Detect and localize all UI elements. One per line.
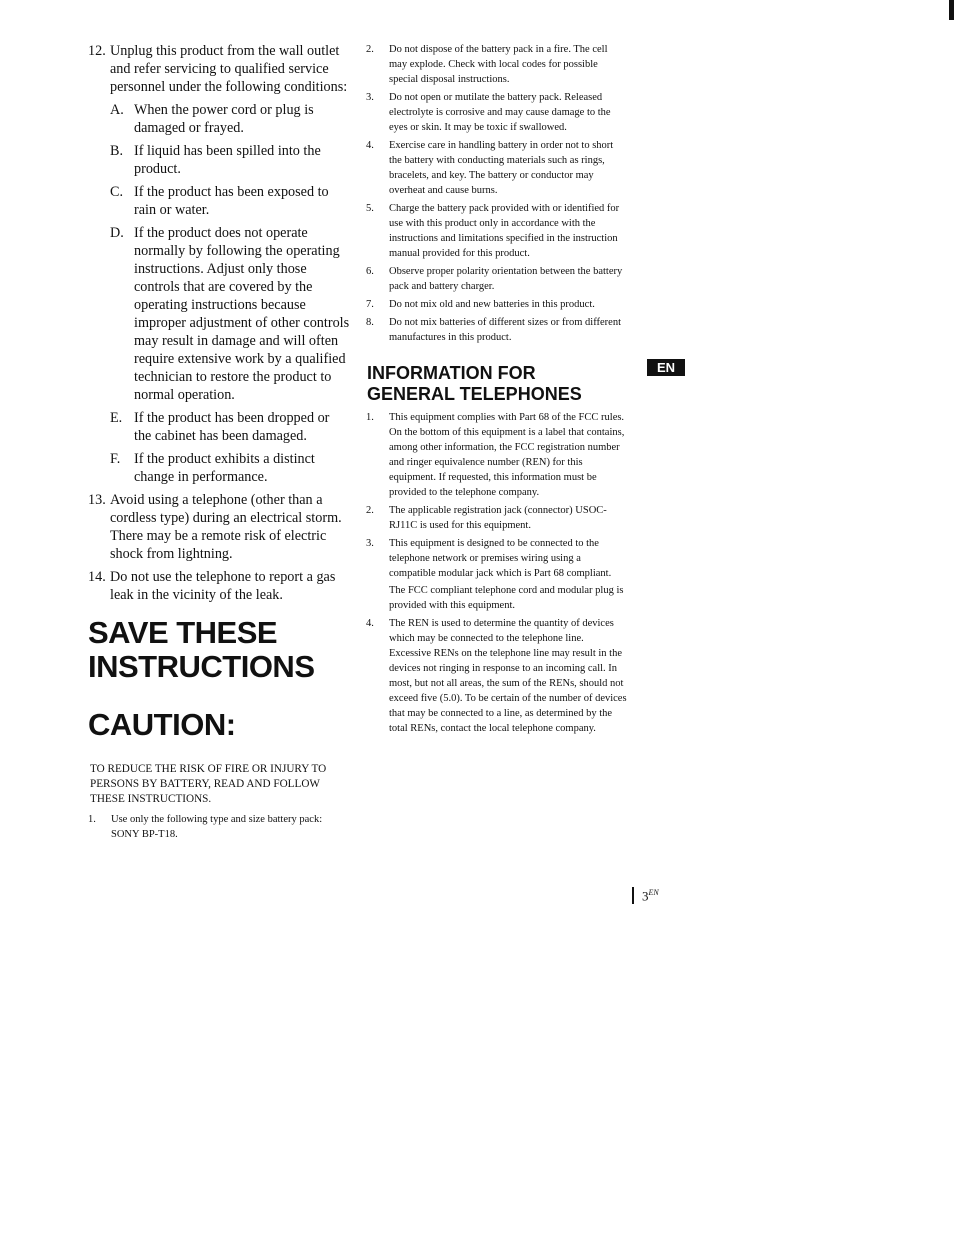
condition-c: C. If the product has been exposed to rain or water. [110,184,329,218]
info-item-3: 3. This equipment is designed to be connected to the telephone network or premises wiring using a compatible modular jack which is Part 68 compliant. The FCC compliant telephone cord and modular plug is provided with this equipment. [366,538,624,611]
condition-b: B. If liquid has been spilled into the product. [110,143,321,177]
caution-text: TO REDUCE THE RISK OF FIRE OR INJURY TO PERSONS BY BATTERY, READ AND FOLLOW THESE INSTRUCTIONS. [90,763,327,805]
caution-heading: CAUTION: [88,707,236,742]
battery-item-4: 4. Exercise care in handling battery in order not to short the battery with conducting materials such as rings, bracelets, and key. The battery or conductor may overheat and cause burns. [366,140,614,196]
info-item-4: 4. The REN is used to determine the quantity of devices which may be connected to the telephone line. Excessive RENs on the telephone line may result in the devices not ringing in response to an incoming call. In most, but not all areas, the sum of the RENs, should not exceed five (5.0). To be certain of the number of devices that may be connected to a line, as determined by the total RENs, contact the local telephone company. [366,618,627,734]
general-telephones-heading: INFORMATION FOR GENERAL TELEPHONES [367,363,582,404]
battery-item-3: 3. Do not open or mutilate the battery pack. Released electrolyte is corrosive and may cause damage to the eyes or skin. It may be toxic if swallowed. [366,92,611,133]
condition-e: E. If the product has been dropped or the cabinet has been damaged. [110,410,330,444]
info-item-1: 1. This equipment complies with Part 68 of the FCC rules. On the bottom of this equipment is a label that contains, among other information, the FCC registration number and ringer equivalence number (REN) for this equipment. If requested, this information must be provided to the telephone company. [366,412,625,498]
battery-item-2: 2. Do not dispose of the battery pack in a fire. The cell may explode. Check with local codes for possible special disposal instructions. [366,44,608,85]
battery-item-8: 8. Do not mix batteries of different sizes or from different manufactures in this product. [366,317,621,343]
edge-marker [949,0,954,20]
page-number-rule [632,887,634,904]
instruction-item-12: 12. Unplug this product from the wall outlet and refer servicing to qualified service personnel under the following conditions: [88,43,348,95]
battery-item-1: 1. Use only the following type and size battery pack: SONY BP-T18. [88,814,323,840]
instruction-item-14: 14. Do not use the telephone to report a gas leak in the vicinity of the leak. [88,569,336,603]
left-column [88,42,350,845]
condition-d: D. If the product does not operate normally by following the operating instructions. Adjust only those controls that are covered by the operating instructions because improper adjustment of other controls may result in damage and will often require extensive work by a qualified technician to restore the product to normal operation. [110,225,350,403]
info-item-2: 2. The applicable registration jack (connector) USOC-RJ11C is used for this equipment. [366,505,607,531]
right-column [366,42,628,739]
instruction-item-13: 13. Avoid using a telephone (other than a cordless type) during an electrical storm. There may be a remote risk of electric shock from lightning. [88,492,342,562]
battery-item-7: 7. Do not mix old and new batteries in this product. [366,299,595,310]
condition-f: F. If the product exhibits a distinct change in performance. [110,451,315,485]
save-instructions-heading: SAVE THESE INSTRUCTIONS [88,615,315,684]
language-tab: EN [647,359,685,376]
page-number: $3^{EN}$ [642,888,659,904]
condition-a: A. When the power cord or plug is damaged or frayed. [110,102,314,136]
battery-item-6: 6. Observe proper polarity orientation between the battery pack and battery charger. [366,266,623,292]
battery-item-5: 5. Charge the battery pack provided with or identified for use with this product only in accordance with the instructions and limitations specified in the instruction manual provided for this product. [366,203,620,259]
